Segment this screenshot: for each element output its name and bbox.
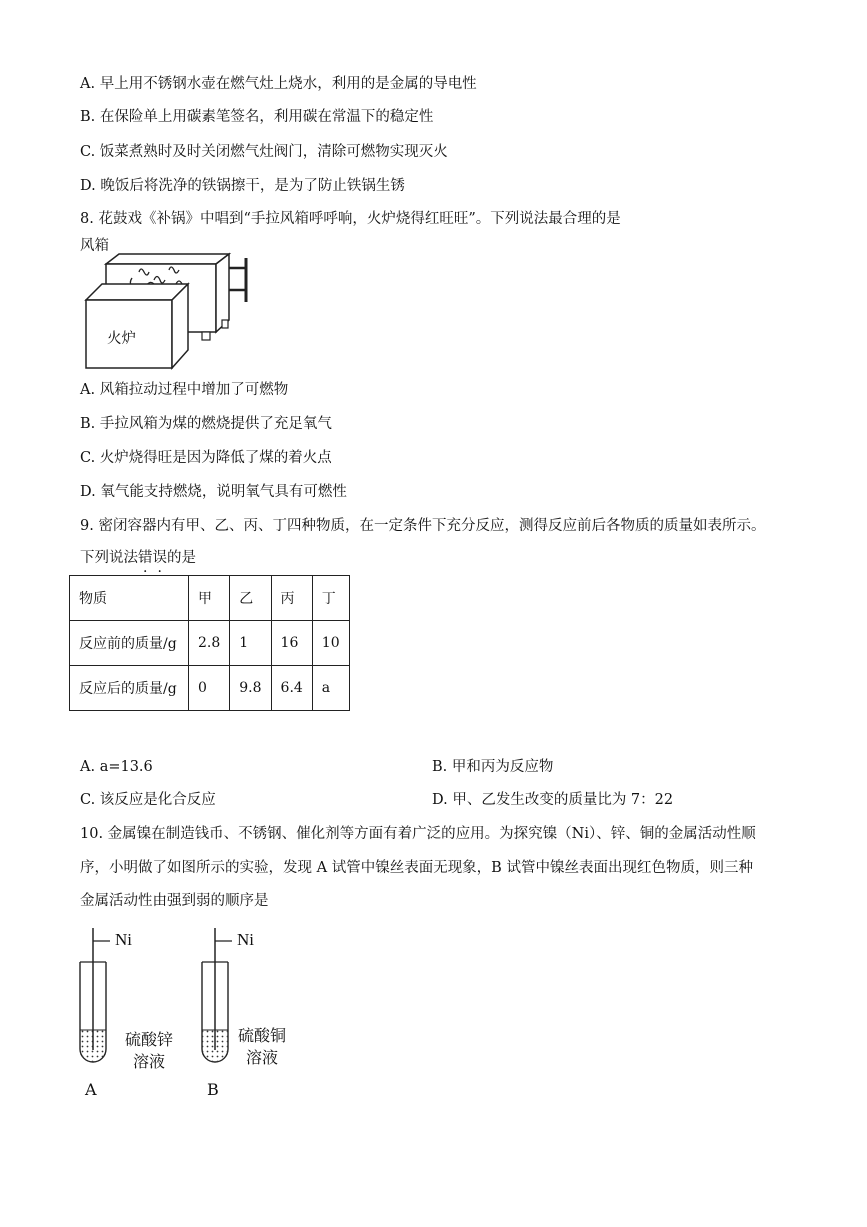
- q9-stem-line2: [80, 548, 196, 568]
- table-cell: 反应后的质量/g: [70, 666, 189, 711]
- tube-a-wire-label: Ni: [115, 930, 132, 949]
- test-tube-a: [80, 928, 110, 1062]
- q7-option-b: B. 在保险单上用碳素笔签名，利用碳在常温下的稳定性: [80, 109, 434, 125]
- table-header-cell: 丙: [271, 576, 312, 621]
- table-cell: 16: [271, 621, 312, 666]
- q8-stem: 8. 花鼓戏《补锅》中唱到“手拉风箱呼呼响，火炉烧得红旺旺”。下列说法最合理的是: [80, 211, 621, 227]
- test-tube-b: [202, 928, 232, 1062]
- table-cell: a: [312, 666, 349, 711]
- q9-stem-prefix: 下列说法: [80, 550, 138, 566]
- table-header-cell: 物质: [70, 576, 189, 621]
- table-cell: 10: [312, 621, 349, 666]
- table-header-row: [70, 576, 350, 621]
- table-row: [70, 621, 350, 666]
- furnace-label: 火炉: [107, 331, 136, 347]
- bellows-label: 风箱: [80, 238, 109, 254]
- table-header-cell: 甲: [189, 576, 230, 621]
- q9-emphasis-cuo: 错: [138, 550, 153, 566]
- q10-stem-line3: 金属活动性由强到弱的顺序是: [80, 893, 269, 909]
- q9-option-a: A. a=13.6: [80, 759, 153, 775]
- q7-option-a: A. 早上用不锈钢水壶在燃气灶上烧水，利用的是金属的导电性: [80, 76, 477, 92]
- tube-a-letter: A: [85, 1080, 97, 1099]
- table-cell: 6.4: [271, 666, 312, 711]
- bellows-furnace-figure: [84, 250, 264, 375]
- tube-b-letter: B: [207, 1080, 219, 1099]
- q9-option-c: C. 该反应是化合反应: [80, 792, 216, 808]
- q9-emphasis-wu: 误: [152, 550, 167, 566]
- q8-option-c: C. 火炉烧得旺是因为降低了煤的着火点: [80, 450, 332, 466]
- q8-option-d: D. 氧气能支持燃烧，说明氧气具有可燃性: [80, 484, 347, 500]
- q10-stem-line1: 10. 金属镍在制造钱币、不锈钢、催化剂等方面有着广泛的应用。为探究镍（Ni）、锌、铜的金属活动性顺: [80, 826, 756, 842]
- q8-option-a: A. 风箱拉动过程中增加了可燃物: [80, 382, 289, 398]
- table-row: [70, 666, 350, 711]
- q9-option-b: B. 甲和丙为反应物: [432, 759, 554, 775]
- table-cell: 0: [189, 666, 230, 711]
- table-cell: 2.8: [189, 621, 230, 666]
- q8-option-b: B. 手拉风箱为煤的燃烧提供了充足氧气: [80, 416, 332, 432]
- tube-b-wire-label: Ni: [237, 930, 254, 949]
- q7-option-d: D. 晚饭后将洗净的铁锅擦干，是为了防止铁锅生锈: [80, 178, 405, 194]
- table-header-cell: 丁: [312, 576, 349, 621]
- table-cell: 1: [230, 621, 271, 666]
- tube-a-solution-line1: 硫酸锌: [125, 1030, 174, 1049]
- table-cell: 反应前的质量/g: [70, 621, 189, 666]
- tube-b-solution-line2: 溶液: [246, 1048, 279, 1067]
- q9-stem-line1: 9. 密闭容器内有甲、乙、丙、丁四种物质，在一定条件下充分反应，测得反应前后各物质的质量如表所示。: [80, 518, 766, 534]
- table-cell: 9.8: [230, 666, 271, 711]
- table-header-cell: 乙: [230, 576, 271, 621]
- q7-option-c: C. 饭菜煮熟时及时关闭燃气灶阀门，清除可燃物实现灭火: [80, 144, 448, 160]
- q10-stem-line2: 序，小明做了如图所示的实验，发现 A 试管中镍丝表面无现象，B 试管中镍丝表面出现红色物质，则三种: [80, 860, 753, 876]
- q9-stem-suffix: 的是: [167, 550, 196, 566]
- q9-mass-table: [69, 575, 350, 711]
- tube-a-solution-line2: 溶液: [133, 1052, 166, 1071]
- q9-option-d: D. 甲、乙发生改变的质量比为 7：22: [432, 792, 674, 808]
- tube-b-solution-line1: 硫酸铜: [238, 1026, 287, 1045]
